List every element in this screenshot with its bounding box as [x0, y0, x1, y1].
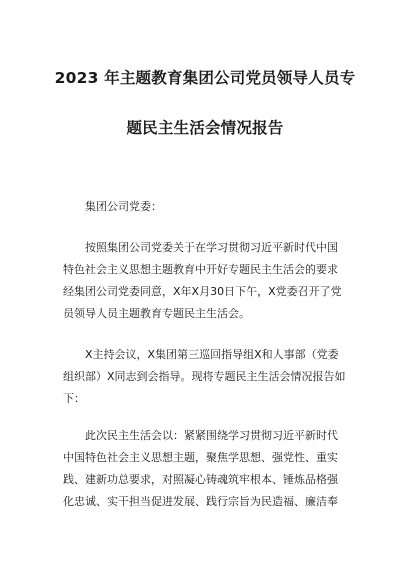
paragraph-line: 员领导人员主题教育专题民主生活会。 — [63, 307, 250, 320]
paragraph-1 — [63, 237, 359, 325]
paragraph-3 — [63, 425, 359, 513]
paragraph-line: 化忠诚、实干担当促进发展、践行宗旨为民造福、廉洁奉 — [63, 495, 338, 508]
paragraph-line: 组织部）X同志到会指导。现将专题民主生活会情况报告如 — [63, 370, 346, 383]
paragraph-2 — [63, 344, 359, 410]
paragraph-line: 此次民主生活会以：紧紧围绕学习贯彻习近平新时代 — [85, 429, 338, 442]
document-title-line-2: 题民主生活会情况报告 — [126, 119, 284, 137]
paragraph-line: 下： — [63, 392, 85, 405]
paragraph-line: 践、建新功总要求，对照凝心铸魂筑牢根本、锤炼品格强 — [63, 473, 338, 486]
document-title-line-1: 2023 年主题教育集团公司党员领导人员专 — [54, 69, 356, 87]
paragraph-line: 中国特色社会主义思想主题，聚焦学思想、强党性、重实 — [63, 451, 338, 464]
paragraph-line: 特色社会主义思想主题教育中开好专题民主生活会的要求 — [63, 263, 338, 276]
paragraph-line: 按照集团公司党委关于在学习贯彻习近平新时代中国 — [85, 241, 338, 254]
paragraph-line: X主持会议，X集团第三巡回指导组X和人事部（党委 — [85, 348, 339, 361]
paragraph-line: 经集团公司党委同意，X年X月30日下午，X党委召开了党 — [63, 285, 342, 298]
salutation: 集团公司党委： — [85, 200, 162, 213]
